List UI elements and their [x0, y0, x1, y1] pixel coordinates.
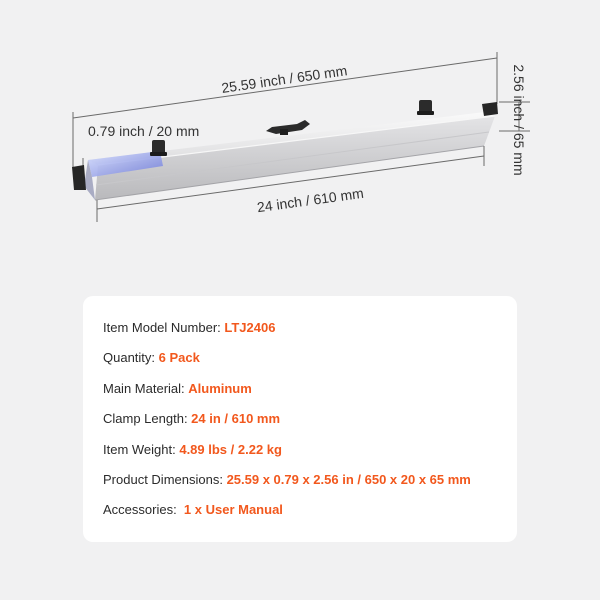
spec-label: Main Material: — [103, 381, 189, 396]
spec-model-number — [103, 320, 275, 335]
depth-label: 0.79 inch / 20 mm — [88, 123, 200, 139]
spec-material — [103, 381, 252, 396]
spec-value: Aluminum — [188, 381, 252, 396]
spec-clamp-length — [103, 411, 280, 426]
spec-accessories — [103, 502, 283, 517]
left-clamp-knob — [150, 140, 167, 156]
spec-label: Clamp Length: — [103, 411, 192, 426]
right-clamp-knob — [417, 100, 434, 115]
spec-quantity — [103, 350, 200, 365]
product-dimension-diagram — [0, 0, 600, 290]
spec-value: 4.89 lbs / 2.22 kg — [179, 442, 282, 457]
clamp-length-label: 24 inch / 610 mm — [256, 184, 365, 216]
spec-value: LTJ2406 — [224, 320, 276, 335]
height-label: 2.56 inch / 65 mm — [511, 64, 527, 176]
spec-value: 25.59 x 0.79 x 2.56 in / 650 x 20 x 65 mm — [226, 472, 471, 487]
spec-label: Quantity: — [103, 350, 159, 365]
spec-label: Item Weight: — [103, 442, 180, 457]
spec-dimensions — [103, 472, 471, 487]
spec-value: 24 in / 610 mm — [191, 411, 281, 426]
overall-length-label: 25.59 inch / 650 mm — [220, 62, 349, 96]
spec-value: 6 Pack — [158, 350, 200, 365]
center-handle — [266, 120, 310, 135]
spec-label: Item Model Number: — [103, 320, 225, 335]
spec-label: Accessories: — [103, 502, 184, 517]
spec-weight — [103, 442, 282, 457]
height-dimension — [499, 64, 530, 175]
specification-card — [83, 296, 517, 542]
clamp-rail — [72, 100, 498, 200]
spec-value: 1 x User Manual — [183, 502, 283, 517]
spec-label: Product Dimensions: — [103, 472, 227, 487]
